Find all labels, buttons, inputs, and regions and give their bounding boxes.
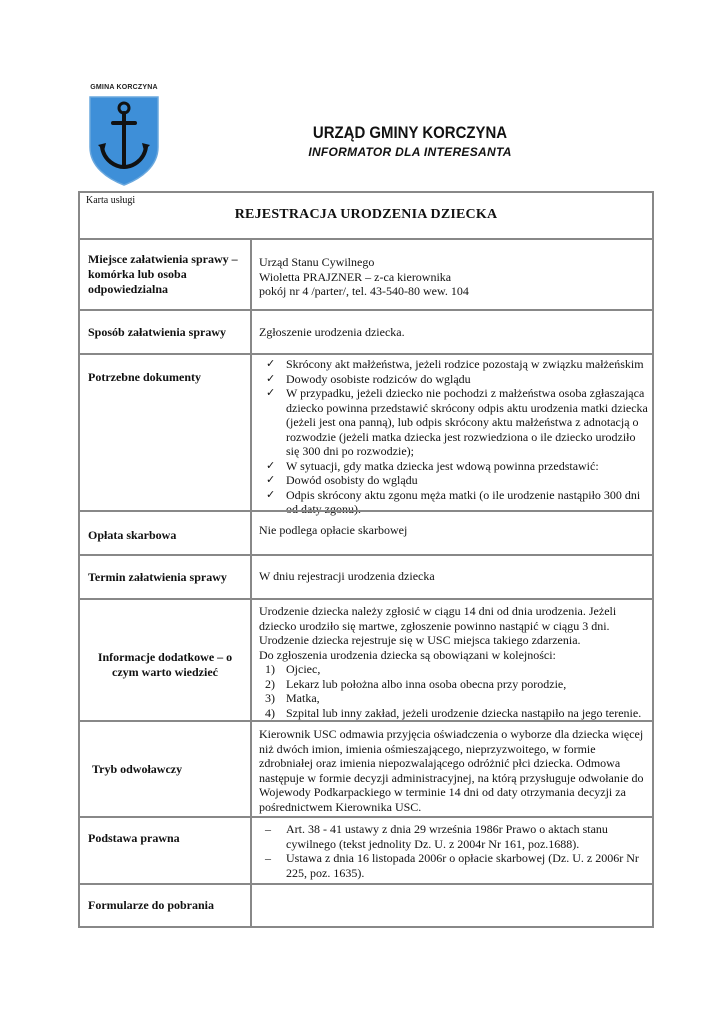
row-info-value	[254, 600, 652, 720]
row-info-label	[80, 600, 252, 720]
info-order-intro: Do zgłoszenia urodzenia dziecka są obowiązani w kolejności:	[259, 647, 556, 662]
office-line: Wioletta PRAJZNER – z-ca kierownika	[259, 269, 452, 284]
document-item: ✓ Skrócony akt małżeństwa, jeżeli rodzice pozostają w związku małżeńskim	[259, 357, 648, 372]
office-subtitle: INFORMATOR DLA INTERESANTA	[308, 145, 512, 159]
office-line: pokój nr 4 /parter/, tel. 43-540-80 wew. 104	[259, 284, 469, 298]
document-item: ✓ W przypadku, jeżeli dziecko nie pochodzi z małżeństwa osoba zgłaszająca dziecko powinna przedstawić skrócony odpis aktu urodzenia matki dziecka (jeżeli jest ona panną), lub odpis skrócony aktu małżeństwa z adnotacją o rozwodzie (jeżeli matka dziecka jest rozwiedziona o ile dziecko urodziło się 300 dni po rozwodzie);	[259, 386, 648, 459]
office-title: URZĄD GMINY KORCZYNA	[312, 123, 508, 142]
order-item: 4) Szpital lub inny zakład, jeżeli urodzenie dziecka nastąpiło na jego terenie.	[265, 705, 642, 720]
row-office-value	[254, 240, 652, 309]
info-paragraph: Urodzenie dziecka należy zgłosić w ciągu 14 dni od dnia urodzenia. Jeżeli dziecko urodziło się martwe, zgłoszenie powinno nastąpić w ciągu 3 dni. Urodzenie dziecka rejestruje się w USC miejsca takiego zdarzenia.	[259, 604, 617, 647]
row-documents-value	[254, 355, 652, 516]
row-deadline-value: W dniu rejestracji urodzenia dziecka	[259, 569, 435, 583]
row-documents	[80, 353, 652, 516]
row-fee-label: Opłata skarbowa	[80, 512, 252, 554]
row-info	[80, 598, 652, 720]
anchor-shield-icon	[88, 95, 160, 187]
row-legal	[80, 816, 652, 883]
order-item: 3) Matka,	[265, 691, 320, 705]
documents-list	[259, 357, 648, 517]
legal-item: – Ustawa z dnia 16 listopada 2006r o opłacie skarbowej (Dz. U. z 2006r Nr 225, poz. 1635).	[259, 851, 648, 880]
row-office-label: Miejsce załatwienia sprawy – komórka lub osoba odpowiedzialna	[80, 240, 252, 309]
row-forms-value	[254, 885, 652, 926]
order-list	[259, 662, 648, 720]
row-fee	[80, 510, 652, 554]
row-documents-label: Potrzebne dokumenty	[80, 355, 252, 510]
order-item: 2) Lekarz lub położna albo inna osoba obecna przy porodzie,	[265, 676, 567, 691]
order-item: 1) Ojciec,	[265, 662, 321, 676]
row-appeal-label: Tryb odwoławczy	[80, 722, 252, 816]
card-type-label: Karta usługi	[86, 195, 136, 206]
service-card	[78, 191, 654, 928]
row-deadline	[80, 554, 652, 598]
document-item: ✓ Dowód osobisty do wglądu	[259, 473, 648, 488]
document-item: ✓ Odpis skrócony aktu zgonu męża matki (o ile urodzenie nastąpiło 300 dni od daty zgonu).	[259, 488, 648, 517]
card-title: REJESTRACJA URODZENIA DZIECKA	[234, 207, 498, 222]
row-forms	[80, 883, 652, 926]
row-appeal-value: Kierownik USC odmawia przyjęcia oświadczenia o wyborze dla dziecka więcej niż dwóch imion, imienia ośmieszającego, nieprzyzwoitego, w formie zdrobniałej oraz imienia niepozwalającego odróżnić płci dziecka. Odmowa następuje w formie decyzji administracyjnej, na którą przysługuje odwołanie do Wojewody Podkarpackiego w terminie 14 dni od daty otrzymania decyzji za pośrednictwem Kierownika USC.	[259, 727, 644, 814]
legal-item: – Art. 38 - 41 ustawy z dnia 29 września 1986r Prawo o aktach stanu cywilnego (tekst jednolity Dz. U. z 2004r Nr 161, poz.1688).	[259, 822, 648, 851]
row-method	[80, 309, 652, 353]
row-legal-label: Podstawa prawna	[80, 818, 252, 883]
office-line: Urząd Stanu Cywilnego	[259, 255, 375, 269]
row-deadline-label: Termin załatwienia sprawy	[80, 556, 252, 598]
row-forms-label: Formularze do pobrania	[80, 885, 252, 926]
coat-of-arms	[84, 84, 164, 190]
row-method-value: Zgłoszenie urodzenia dziecka.	[259, 324, 405, 339]
row-appeal	[80, 720, 652, 816]
legal-list	[259, 822, 648, 880]
coat-label: GMINA KORCZYNA	[90, 84, 158, 91]
info-label-text: Informacje dodatkowe – o czym warto wiedzieć	[97, 650, 233, 679]
row-fee-value: Nie podlega opłacie skarbowej	[259, 523, 408, 537]
row-method-label: Sposób załatwienia sprawy	[80, 311, 252, 353]
document-item: ✓ Dowody osobiste rodziców do wglądu	[259, 372, 648, 387]
row-legal-value	[254, 818, 652, 883]
row-office	[80, 238, 652, 309]
document-item: ✓ W sytuacji, gdy matka dziecka jest wdową powinna przedstawić:	[259, 459, 648, 474]
